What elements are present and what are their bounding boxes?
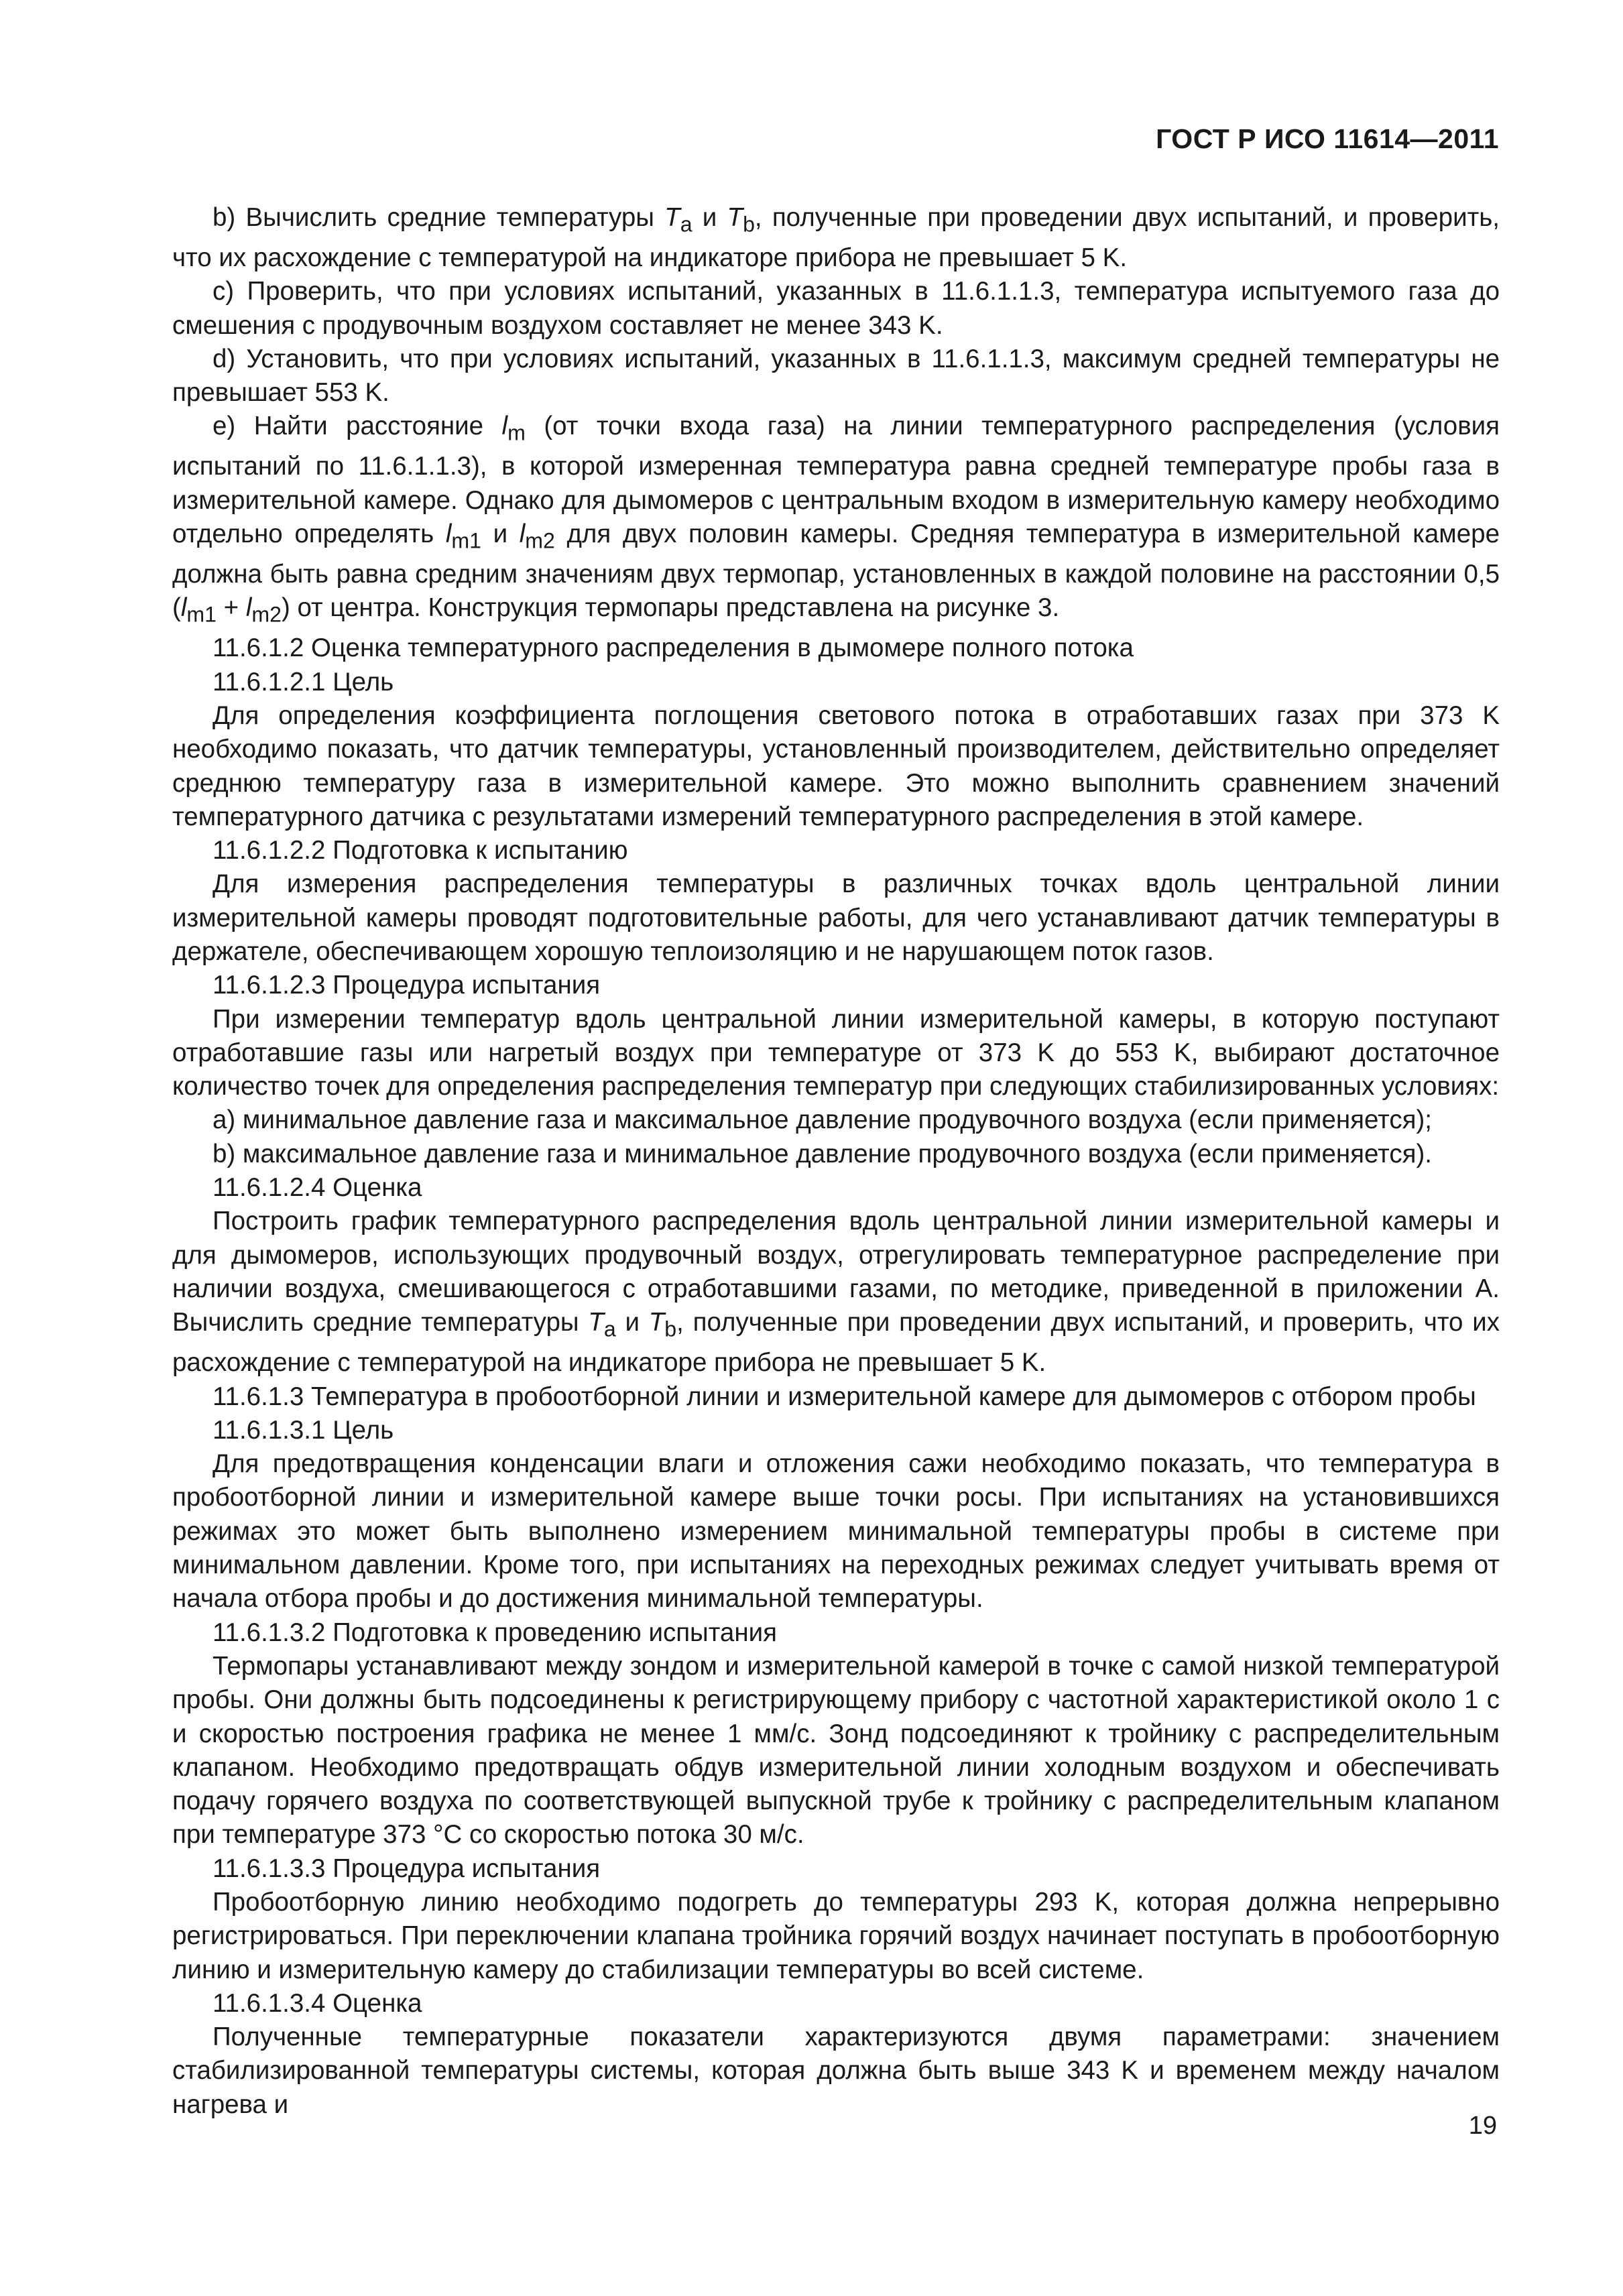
paragraph — [172, 699, 1500, 834]
text-run: 11.6.1.2 Оценка температурного распределения в дымомере полного потока — [213, 633, 1134, 663]
paragraph — [172, 2020, 1500, 2122]
page-number: 19 — [1468, 2112, 1497, 2140]
text-run: 11.6.1.3.3 Процедура испытания — [213, 1854, 601, 1883]
text-run: и — [615, 1308, 649, 1337]
document-body — [172, 201, 1500, 2122]
text-run: , полученные при проведении двух испытаний, и проверить, что их расхождение с температурой на индикаторе прибора не превышает 5 K. — [172, 203, 1500, 272]
paragraph — [172, 666, 1500, 699]
paragraph — [172, 410, 1500, 631]
text-run: , полученные при проведении двух испытаний, и проверить, что их расхождение с температурой на индикаторе прибора не превышает 5 K. — [172, 1308, 1500, 1378]
text-run: a) минимальное давление газа и максимальное давление продувочного воздуха (если применяется); — [213, 1105, 1432, 1135]
subscript: a — [603, 1317, 616, 1341]
paragraph — [172, 1380, 1500, 1414]
italic-symbol: l — [519, 520, 526, 549]
subscript: m1 — [451, 528, 481, 553]
paragraph — [172, 867, 1500, 969]
italic-symbol: l — [180, 593, 187, 623]
text-run: При измерении температур вдоль центральной линии измерительной камеры, в которую поступают отработавшие газы или нагретый воздух при температуре от 373 K до 553 K, выбирают достаточное количество точек для определения распределения температур при следующих стабилизированных условиях: — [172, 1004, 1500, 1101]
paragraph — [172, 631, 1500, 665]
text-run: b) Вычислить средние температуры — [213, 203, 665, 232]
text-run: b) максимальное давление газа и минимальное давление продувочного воздуха (если применяется). — [213, 1139, 1432, 1168]
paragraph — [172, 1171, 1500, 1205]
text-run: 11.6.1.2.3 Процедура испытания — [213, 971, 601, 1000]
italic-symbol: l — [245, 593, 252, 623]
paragraph — [172, 1205, 1500, 1380]
italic-symbol: l — [445, 520, 452, 549]
text-run: Пробоотборную линию необходимо подогреть до температуры 293 K, которая должна непрерывно регистрироваться. При переключении клапана тройника горячий воздух начинает поступать в пробоотборную линию и измерительную камеру до стабилизации температуры во всей системе. — [172, 1887, 1500, 1984]
text-run: и — [692, 203, 727, 232]
paragraph — [172, 343, 1500, 410]
subscript: b — [664, 1317, 677, 1341]
italic-symbol: l — [501, 412, 508, 441]
text-run: для двух половин камеры. Средняя температура в измерительной камере должна быть равна средним значениям двух термопар, установленных в каждой половине на расстоянии 0,5 ( — [172, 520, 1500, 623]
paragraph — [172, 1138, 1500, 1171]
text-run: Построить график температурного распределения вдоль центральной линии измерительной камеры и для дымомеров, использующих продувочный воздух, отрегулировать температурное распределение при наличии воздуха, смешивающегося с отработавшими газами, по методике, приведенной в приложении A. Вычислить средние температуры — [172, 1207, 1500, 1337]
text-run: 11.6.1.2.1 Цель — [213, 667, 394, 697]
text-run: Термопары устанавливают между зондом и измерительной камерой в точке с самой низкой температурой пробы. Они должны быть подсоединены к регистрирующему прибору с частотной характеристикой около 1 с и скоростью построения графика не менее 1 мм/с. Зонд подсоединяют к тройнику с распределительным клапаном. Необходимо предотвращать обдув измерительной линии холодным воздухом и обеспечивать подачу горячего воздуха по соответствующей выпускной трубе к тройнику с распределительным клапаном при температуре 373 °C со скоростью потока 30 м/с. — [172, 1651, 1500, 1850]
subscript: m — [507, 421, 526, 446]
subscript: m2 — [251, 603, 282, 627]
text-run: 11.6.1.2.2 Подготовка к испытанию — [213, 836, 628, 865]
text-run: Для измерения распределения температуры в различных точках вдоль центральной линии измерительной камеры проводят подготовительные работы, для чего устанавливают датчик температуры в держателе, обеспечивающем хорошую теплоизоляцию и не нарушающем поток газов. — [172, 869, 1500, 966]
text-run: Для предотвращения конденсации влаги и отложения сажи необходимо показать, что температура в пробоотборной линии и измерительной камере выше точки росы. При испытаниях на установившихся режимах это может быть выполнено измерением минимальной температуры пробы в системе при минимальном давлении. Кроме того, при испытаниях на переходных режимах следует учитывать время от начала отбора пробы и до достижения минимальной температуры. — [172, 1449, 1500, 1614]
text-run: 11.6.1.3.2 Подготовка к проведению испытания — [213, 1618, 777, 1647]
paragraph — [172, 1886, 1500, 1987]
paragraph — [172, 1616, 1500, 1650]
subscript: a — [680, 212, 693, 237]
subscript: b — [743, 212, 755, 237]
text-run: 11.6.1.2.4 Оценка — [213, 1173, 422, 1203]
italic-symbol: T — [664, 203, 680, 232]
text-run: Полученные температурные показатели характеризуются двумя параметрами: значением стабилизированной температуры системы, которая должна быть выше 343 K и временем между началом нагрева и — [172, 2022, 1500, 2119]
text-run: 11.6.1.3.1 Цель — [213, 1415, 394, 1445]
text-run: 11.6.1.3.4 Оценка — [213, 1988, 422, 2018]
paragraph — [172, 1987, 1500, 2020]
text-run: Для определения коэффициента поглощения светового потока в отработавших газах при 373 K необходимо показать, что датчик температуры, установленный производителем, действительно определяет среднюю температуру газа в измерительной камере. Это можно выполнить сравнением значений температурного датчика с результатами измерений температурного распределения в этой камере. — [172, 701, 1500, 831]
paragraph — [172, 1003, 1500, 1104]
paragraph — [172, 275, 1500, 343]
italic-symbol: T — [648, 1308, 665, 1337]
text-run: ) от центра. Конструкция термопары представлена на рисунке 3. — [281, 593, 1060, 623]
text-run: 11.6.1.3 Температура в пробоотборной линии и измерительной камере для дымомеров с отбором пробы — [213, 1382, 1476, 1411]
paragraph — [172, 969, 1500, 1002]
text-run: + — [216, 593, 246, 623]
paragraph — [172, 1414, 1500, 1447]
text-run: c) Проверить, что при условиях испытаний, указанных в 11.6.1.1.3, температура испытуемого газа до смешения с продувочным воздухом составляет не менее 343 K. — [172, 277, 1500, 340]
paragraph — [172, 834, 1500, 867]
paragraph — [172, 201, 1500, 275]
paragraph — [172, 1650, 1500, 1852]
text-run: (от точки входа газа) на линии температурного распределения (условия испытаний по 11.6.1.1.3), в которой измеренная температура равна средней температуре пробы газа в измерительной камере. Однако для дымомеров с центральным входом в измерительную камеру необходимо отдельно определять — [172, 412, 1500, 549]
paragraph — [172, 1103, 1500, 1137]
text-run: и — [481, 520, 520, 549]
paragraph — [172, 1447, 1500, 1616]
italic-symbol: T — [588, 1308, 604, 1337]
text-run: d) Установить, что при условиях испытаний, указанных в 11.6.1.1.3, максимум средней температуры не превышает 553 K. — [172, 344, 1500, 408]
paragraph — [172, 1852, 1500, 1886]
text-run: e) Найти расстояние — [213, 412, 502, 441]
italic-symbol: T — [727, 203, 743, 232]
subscript: m2 — [525, 528, 555, 553]
document-header: ГОСТ Р ИСО 11614—2011 — [1156, 123, 1499, 154]
subscript: m1 — [186, 603, 217, 627]
